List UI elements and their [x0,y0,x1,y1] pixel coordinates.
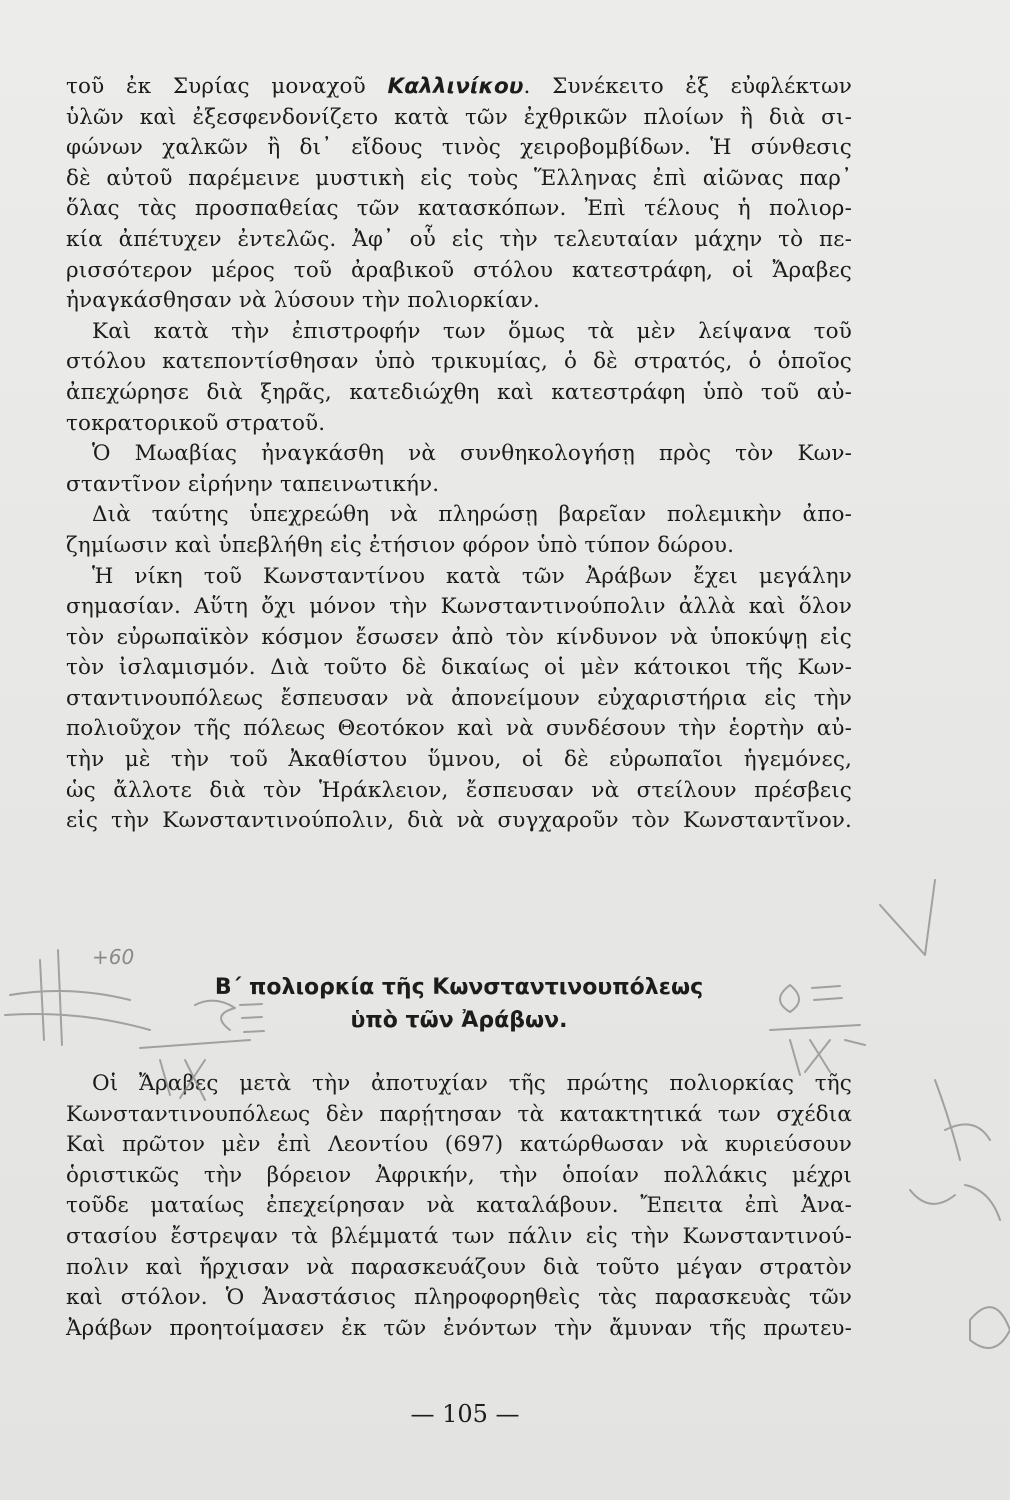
text-line: Ἡ νίκη τοῦ Κωνσταντίνου κατὰ τῶν Ἀράβων ἔχει μεγάλην [92,563,852,589]
section-subheading: ὑπὸ τῶν Ἀράβων. [350,1008,568,1033]
text-line: ἠναγκάσθησαν νὰ λύσουν τὴν πολιορκίαν. [66,288,540,314]
text-line: στόλου κατεποντίσθησαν ὑπὸ τρικυμίας, ὁ δὲ στρατός, ὁ ὁποῖος [66,349,852,375]
text-line: σημασίαν. Αὕτη ὄχι μόνον τὴν Κωνσταντινούπολιν ἀλλὰ καὶ ὅλον [66,594,852,620]
text-line: καὶ στόλον. Ὁ Ἀναστάσιος πληροφορηθεὶς τὰς παρασκευὰς τῶν [66,1285,852,1311]
text-line: Ὁ Μωαβίας ἠναγκάσθη νὰ συνθηκολογήσῃ πρὸς τὸν Κων- [92,441,852,467]
text-line: Κωνσταντινουπόλεως δὲν παρῄτησαν τὰ κατακτητικά των σχέδια [66,1101,852,1127]
text-line: ὅλας τὰς προσπαθείας τῶν κατασκόπων. Ἐπὶ τέλους ἡ πολιορ- [66,196,852,222]
text-line: εἰς τὴν Κωνσταντινούπολιν, διὰ νὰ συγχαροῦν τὸν Κωνσταντῖνον. [66,808,852,834]
text-line: ρισσότερον μέρος τοῦ ἀραβικοῦ στόλου κατεστράφη, οἱ Ἄραβες [66,257,852,283]
text-line: τοῦδε ματαίως ἐπεχείρησαν νὰ καταλάβουν. Ἔπειτα ἐπὶ Ἀνα- [66,1193,852,1219]
text-line: σταντῖνον εἰρήνην ταπεινωτικήν. [66,471,440,497]
section-heading: Β΄ πολιορκία τῆς Κωνσταντινουπόλεως [214,975,704,1000]
text-line: τὸν ἰσλαμισμόν. Διὰ τοῦτο δὲ δικαίως οἱ μὲν κάτοικοι τῆς Κων- [66,655,852,681]
pencil-scrawl-right [910,1080,1000,1220]
pencil-note: +60 [92,945,135,969]
text-line: ὡς ἄλλοτε διὰ τὸν Ἡράκλειον, ἔσπευσαν νὰ στείλουν πρέσβεις [66,777,852,803]
text-line: φώνων χαλκῶν ἢ δι᾽ εἴδους τινὸς χειροβομβίδων. Ἡ σύνθεσις [66,135,852,161]
text-line: Καὶ κατὰ τὴν ἐπιστροφήν των ὅμως τὰ μὲν λείψανα τοῦ [92,318,852,344]
text-line: πολιν καὶ ἤρχισαν νὰ παρασκευάζουν διὰ τοῦτο μέγαν στρατὸν [66,1254,852,1280]
text-line: κία ἀπέτυχεν ἐντελῶς. Ἀφ᾽ οὗ εἰς τὴν τελευταίαν μάχην τὸ πε- [66,226,852,252]
text-column-top [66,72,852,837]
text-line: Καὶ πρῶτον μὲν ἐπὶ Λεοντίου (697) κατώρθωσαν νὰ κυριεύσουν [66,1132,852,1158]
pencil-v-mark [880,880,935,955]
emphasized-name: Καλλινίκου [387,74,524,99]
text-line: Οἱ Ἄραβες μετὰ τὴν ἀποτυχίαν τῆς πρώτης πολιορκίας τῆς [92,1071,852,1096]
text-line: ὁριστικῶς τὴν βόρειον Ἀφρικήν, τὴν ὁποίαν πολλάκις μέχρι [66,1162,852,1188]
text-line: στασίου ἔστρεψαν τὰ βλέμματά των πάλιν εἰς τὴν Κωνσταντινού- [66,1223,852,1249]
page-number: — 105 — [410,1400,520,1428]
text-column-bottom [66,1069,852,1344]
text-line: ἀπεχώρησε διὰ ξηρᾶς, κατεδιώχθη καὶ κατεστράφη ὑπὸ τοῦ αὐ- [66,379,852,405]
text-line: Ἀράβων προητοίμασεν ἐκ τῶν ἐνόντων τὴν ἄμυναν τῆς πρωτευ- [66,1315,852,1341]
text-line: τοῦ ἐκ Συρίας μοναχοῦ Καλλινίκου. Συνέκειτο ἐξ εὐφλέκτων [66,74,852,99]
text-line: τὴν μὲ τὴν τοῦ Ἀκαθίστου ὕμνου, οἱ δὲ εὐρωπαῖοι ἡγεμόνες, [66,747,852,773]
text-line: σταντινουπόλεως ἔσπευσαν νὰ ἀπονείμουν εὐχαριστήρια εἰς τὴν [66,685,852,711]
text-line: τοκρατορικοῦ στρατοῦ. [66,410,326,436]
text-line: ζημίωσιν καὶ ὑπεβλήθη εἰς ἐτήσιον φόρον ὑπὸ τύπον δώρου. [66,532,735,558]
text-line: ὑλῶν καὶ ἐξεσφενδονίζετο κατὰ τῶν ἐχθρικῶν πλοίων ἢ διὰ σι- [66,104,852,130]
text-line: πολιοῦχον τῆς πόλεως Θεοτόκον καὶ νὰ συνδέσουν τὴν ἑορτὴν αὐ- [66,716,852,742]
text-line: τὸν εὐρωπαϊκὸν κόσμον ἔσωσεν ἀπὸ τὸν κίνδυνον νὰ ὑποκύψῃ εἰς [66,624,852,650]
pencil-circle-mark [970,1307,1010,1348]
text-line: δὲ αὐτοῦ παρέμεινε μυστικὴ εἰς τοὺς Ἕλληνας ἐπὶ αἰῶνας παρ᾽ [66,165,852,191]
text-line: Διὰ ταύτης ὑπεχρεώθη νὰ πληρώσῃ βαρεῖαν πολεμικὴν ἀπο- [92,502,852,528]
